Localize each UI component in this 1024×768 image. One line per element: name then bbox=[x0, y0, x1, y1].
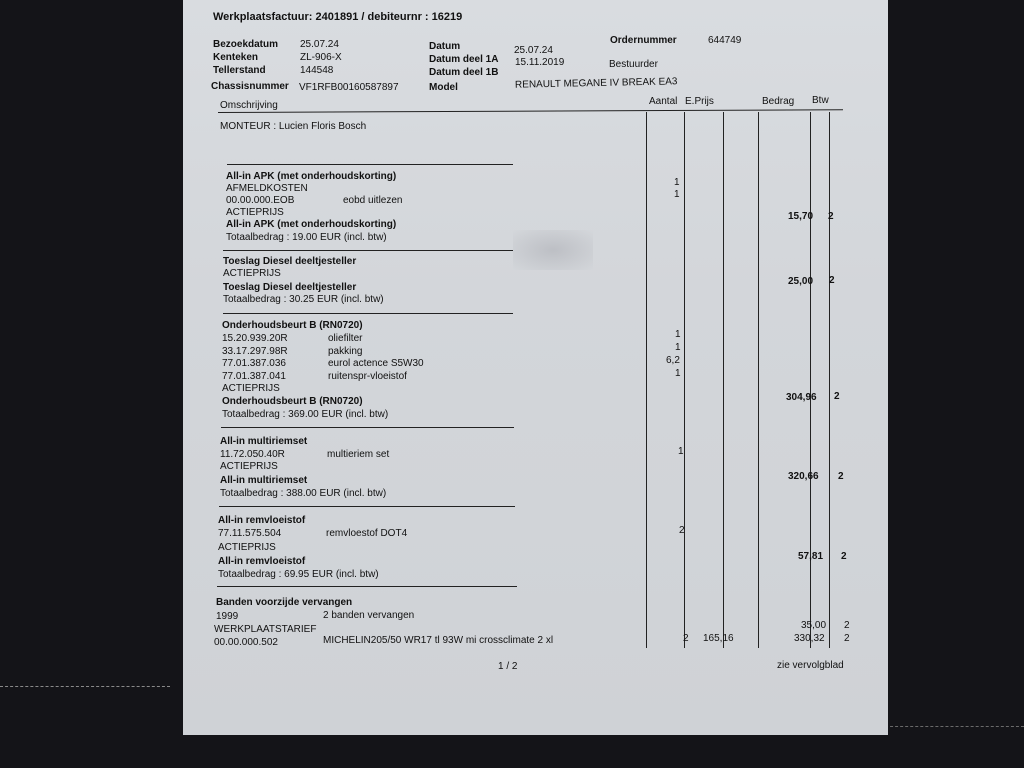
line-desc: multieriem set bbox=[327, 449, 390, 460]
section-title: All-in multiriemset bbox=[220, 436, 308, 447]
line-code: 00.00.000.EOB bbox=[226, 195, 295, 206]
line-desc: eobd uitlezen bbox=[343, 195, 403, 206]
section-title: All-in remvloeistof bbox=[218, 515, 306, 526]
section-title: All-in APK (met onderhoudskorting) bbox=[226, 171, 397, 182]
line-qty: 1 bbox=[675, 368, 681, 379]
line-code: AFMELDKOSTEN bbox=[226, 183, 308, 194]
line-eprijs: 165,16 bbox=[703, 633, 734, 644]
chassis-label: Chassisnummer bbox=[211, 81, 289, 92]
line-qty: 2 bbox=[679, 525, 685, 536]
datum1a-label: Datum deel 1A bbox=[429, 54, 499, 65]
datum1b-label: Datum deel 1B bbox=[429, 67, 499, 78]
line-code: ACTIEPRIJS bbox=[220, 461, 278, 472]
column-line bbox=[810, 112, 811, 648]
model-label: Model bbox=[429, 82, 458, 93]
section-total: Totaalbedrag : 69.95 EUR (incl. btw) bbox=[218, 569, 379, 580]
line-code: 33.17.297.98R bbox=[222, 346, 288, 357]
invoice-paper bbox=[183, 0, 888, 735]
section-subtitle: Onderhoudsbeurt B (RN0720) bbox=[222, 396, 363, 407]
line-amount: 330,32 bbox=[794, 633, 825, 644]
section-total: Totaalbedrag : 369.00 EUR (incl. btw) bbox=[222, 409, 389, 420]
section-total: Totaalbedrag : 388.00 EUR (incl. btw) bbox=[220, 488, 387, 499]
column-line bbox=[829, 112, 830, 648]
section-btw: 2 bbox=[834, 391, 840, 402]
section-title: Banden voorzijde vervangen bbox=[216, 597, 353, 608]
line-code: 77.11.575.504 bbox=[218, 528, 282, 539]
tellerstand-value: 144548 bbox=[300, 65, 334, 76]
section-amount: 57,81 bbox=[798, 551, 824, 562]
monteur: MONTEUR : Lucien Floris Bosch bbox=[220, 121, 367, 132]
section-title: Onderhoudsbeurt B (RN0720) bbox=[222, 320, 363, 331]
section-subtitle: All-in remvloeistof bbox=[218, 556, 306, 567]
line-qty: 1 bbox=[675, 342, 681, 353]
tellerstand-label: Tellerstand bbox=[213, 65, 266, 76]
line-code: ACTIEPRIJS bbox=[226, 207, 284, 218]
line-code: ACTIEPRIJS bbox=[218, 542, 276, 553]
line-code: 11.72.050.40R bbox=[220, 449, 285, 460]
col-aantal: Aantal bbox=[649, 96, 678, 107]
line-desc: ruitenspr-vloeistof bbox=[328, 371, 407, 382]
column-line bbox=[646, 112, 647, 648]
kenteken-value: ZL-906-X bbox=[300, 52, 342, 63]
line-code: 00.00.000.502 bbox=[214, 637, 278, 648]
section-amount: 25,00 bbox=[788, 276, 814, 287]
section-rule bbox=[219, 506, 515, 507]
section-total: Totaalbedrag : 19.00 EUR (incl. btw) bbox=[226, 232, 387, 243]
col-eprijs: E.Prijs bbox=[685, 96, 714, 107]
model-value: RENAULT MEGANE IV BREAK EA3 bbox=[514, 76, 678, 91]
col-omschrijving: Omschrijving bbox=[220, 100, 278, 111]
col-bedrag: Bedrag bbox=[762, 96, 795, 107]
kenteken-label: Kenteken bbox=[213, 52, 259, 63]
line-qty: 1 bbox=[674, 189, 680, 200]
column-line bbox=[684, 112, 685, 648]
line-desc: remvloestof DOT4 bbox=[326, 528, 408, 539]
line-code: ACTIEPRIJS bbox=[222, 383, 280, 394]
line-btw: 2 bbox=[844, 620, 850, 631]
line-code: 15.20.939.20R bbox=[222, 333, 288, 344]
line-desc: 2 banden vervangen bbox=[323, 610, 415, 621]
section-btw: 2 bbox=[828, 211, 834, 222]
section-amount: 15,70 bbox=[788, 211, 814, 222]
line-qty: 6,2 bbox=[666, 355, 680, 366]
section-title: Toeslag Diesel deeltjesteller bbox=[223, 256, 357, 267]
section-btw: 2 bbox=[829, 275, 835, 286]
datum-value: 25.07.24 bbox=[514, 45, 553, 56]
bezoekdatum-label: Bezoekdatum bbox=[213, 39, 279, 50]
line-desc: eurol actence S5W30 bbox=[328, 358, 424, 369]
col-btw: Btw bbox=[812, 95, 829, 106]
datum1a-value: 15.11.2019 bbox=[515, 57, 565, 68]
line-qty: 1 bbox=[678, 446, 684, 457]
line-desc: oliefilter bbox=[328, 333, 363, 344]
ordernummer-value: 644749 bbox=[708, 35, 742, 46]
section-rule bbox=[227, 164, 513, 165]
invoice-title: Werkplaatsfactuur: 2401891 / debiteurnr : 16219 bbox=[213, 11, 463, 23]
line-code: 1999 bbox=[216, 611, 239, 622]
line-desc: MICHELIN205/50 WR17 tl 93W mi crossclimate 2 xl bbox=[323, 635, 554, 646]
continued-note: zie vervolgblad bbox=[777, 660, 844, 671]
section-btw: 2 bbox=[841, 551, 847, 562]
chassis-value: VF1RFB00160587897 bbox=[299, 82, 399, 93]
section-rule bbox=[221, 427, 514, 428]
line-btw: 2 bbox=[844, 633, 850, 644]
section-subtitle: Toeslag Diesel deeltjesteller bbox=[223, 282, 357, 293]
paper-crease bbox=[513, 230, 593, 270]
section-subtitle: All-in multiriemset bbox=[220, 475, 308, 486]
section-amount: 304,96 bbox=[786, 392, 817, 403]
section-rule bbox=[217, 586, 517, 587]
section-subtitle: All-in APK (met onderhoudskorting) bbox=[226, 219, 397, 230]
line-code: 77.01.387.041 bbox=[222, 371, 286, 382]
line-code: 77.01.387.036 bbox=[222, 358, 286, 369]
page-number: 1 / 2 bbox=[498, 661, 518, 672]
section-btw: 2 bbox=[838, 471, 844, 482]
section-rule bbox=[223, 250, 513, 251]
section-rule bbox=[223, 313, 513, 314]
line-amount: 35,00 bbox=[801, 620, 827, 631]
line-qty: 2 bbox=[683, 633, 689, 644]
background-seam bbox=[880, 726, 1024, 727]
line-desc: pakking bbox=[328, 346, 363, 357]
line-qty: 1 bbox=[675, 329, 681, 340]
column-line bbox=[723, 112, 724, 648]
line-code: WERKPLAATSTARIEF bbox=[214, 624, 317, 635]
section-total: Totaalbedrag : 30.25 EUR (incl. btw) bbox=[223, 294, 384, 305]
bezoekdatum-value: 25.07.24 bbox=[300, 39, 339, 50]
section-amount: 320,66 bbox=[788, 471, 819, 482]
bestuurder-label: Bestuurder bbox=[609, 59, 658, 70]
datum-label: Datum bbox=[429, 41, 461, 52]
column-line bbox=[758, 112, 759, 648]
line-qty: 1 bbox=[674, 177, 680, 188]
line-code: ACTIEPRIJS bbox=[223, 268, 281, 279]
background-seam bbox=[0, 686, 170, 687]
ordernummer-label: Ordernummer bbox=[610, 35, 677, 46]
header-rule bbox=[218, 109, 843, 113]
